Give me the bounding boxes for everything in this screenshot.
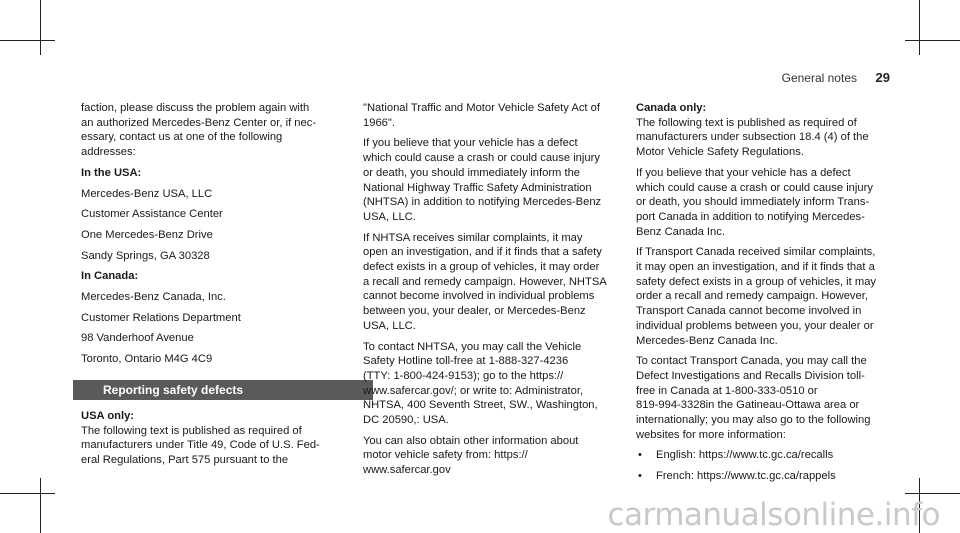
address-line: 98 Vanderhoof Avenue [81, 332, 194, 345]
text-line: or death, you should immediately inform Trans- [636, 196, 870, 209]
crop-mark [0, 40, 55, 41]
address-line: Mercedes-Benz USA, LLC [81, 187, 213, 200]
text-line: If you believe that your vehicle has a defect [363, 137, 578, 150]
canada-only-heading: Canada only: [636, 102, 707, 114]
text-line: a recall and remedy campaign. However, NHTSA [363, 275, 607, 288]
text-line: Defect Investigations and Recalls Division toll- [636, 369, 865, 382]
text-line: (TTY: 1-800-424-9153); go to the https:// [363, 369, 564, 382]
crop-mark [0, 493, 55, 494]
bullet-text: French: https://www.tc.gc.ca/rappels [656, 470, 836, 483]
text-line: 819-994-3328in the Gatineau-Ottawa area or [636, 399, 860, 412]
text-line: To contact NHTSA, you may call the Vehicle [363, 340, 582, 353]
text-line: internationally; you may also go to the following [636, 414, 871, 427]
text-line: eral Regulations, Part 575 pursuant to the [81, 453, 289, 466]
text-line: port Canada in addition to notifying Mercedes- [636, 210, 865, 223]
text-line: cannot become involved in individual problems [363, 290, 595, 303]
text-line: defect exists in a group of vehicles, it may order [363, 261, 600, 274]
text-line: Safety Hotline toll-free at 1-888-327-4236 [363, 355, 569, 368]
list-item-english [636, 448, 904, 463]
text-line: www.safercar.gov/; or write to: Administrator, [363, 384, 584, 397]
text-line: Mercedes-Benz Canada Inc. [636, 334, 778, 347]
text-line: open an investigation, and if it finds that a safety [363, 246, 602, 259]
column-1 [81, 101, 349, 468]
text-line: To contact Transport Canada, you may call the [636, 355, 867, 368]
text-line: 1966". [363, 116, 395, 129]
bullet-text: English: https://www.tc.gc.ca/recalls [656, 449, 834, 462]
address-line: Mercedes-Benz Canada, Inc. [81, 291, 226, 304]
crop-mark [905, 493, 960, 494]
text-line: it may open an investigation, and if it finds that a [636, 261, 875, 274]
text-line: websites for more information: [636, 428, 786, 441]
text-line: an authorized Mercedes-Benz Center or, if nec- [81, 116, 317, 129]
text-line: USA, LLC. [363, 210, 416, 223]
running-header: General notes [781, 71, 857, 85]
text-line: manufacturers under Title 49, Code of U.S. Fed- [81, 439, 320, 452]
bullet-icon: • [638, 449, 642, 462]
bullet-icon: • [638, 470, 642, 483]
text-line: free in Canada at 1-800-333-0510 or [636, 384, 818, 397]
text-line: essary, contact us at one of the following [81, 131, 283, 144]
text-line: DC 20590,: USA. [363, 414, 449, 427]
usa-only-heading: USA only: [81, 409, 135, 422]
text-line: (NHTSA) in addition to notifying Mercedes-Benz [363, 196, 602, 209]
crop-mark [40, 0, 41, 55]
canada-heading: In Canada: [81, 270, 139, 283]
watermark: carmanualsonline.info [607, 497, 940, 533]
text-line: "National Traffic and Motor Vehicle Safety Act of [363, 102, 600, 114]
text-line: which could cause a crash or could cause injury [363, 152, 600, 165]
text-line: or death, you should immediately inform the [363, 166, 581, 179]
text-line: USA, LLC. [363, 319, 416, 332]
text-line: between you, your dealer, or Mercedes-Benz [363, 305, 586, 318]
text-line: Benz Canada Inc. [636, 225, 725, 238]
usa-heading: In the USA: [81, 166, 142, 179]
text-line: which could cause a crash or could cause injury [636, 181, 873, 194]
intro-paragraph [81, 101, 349, 160]
text-line: www.safercar.gov [363, 464, 451, 477]
text-line: order a recall and remedy campaign. However, [636, 290, 868, 303]
text-line: Motor Vehicle Safety Regulations. [636, 146, 804, 159]
text-line: faction, please discuss the problem again with [81, 102, 310, 114]
text-line: If NHTSA receives similar complaints, it may [363, 231, 583, 244]
crop-mark [905, 40, 960, 41]
list-item-french [636, 469, 904, 484]
text-line: National Highway Traffic Safety Administration [363, 181, 592, 194]
text-line: The following text is published as required of [81, 424, 302, 437]
text-line: If Transport Canada received similar complaints, [636, 246, 876, 259]
section-heading-bar: Reporting safety defects [73, 380, 373, 400]
text-line: If you believe that your vehicle has a defect [636, 166, 851, 179]
text-line: manufacturers under subsection 18.4 (4) of the [636, 131, 869, 144]
text-line: You can also obtain other information about [363, 434, 579, 447]
text-line: addresses: [81, 146, 136, 159]
address-line: One Mercedes-Benz Drive [81, 228, 213, 241]
crop-mark [919, 0, 920, 55]
address-line: Sandy Springs, GA 30328 [81, 249, 210, 262]
address-line: Customer Assistance Center [81, 208, 223, 221]
column-3 [636, 101, 904, 484]
text-line: The following text is published as required of [636, 116, 857, 129]
text-line: NHTSA, 400 Seventh Street, SW., Washington, [363, 399, 598, 412]
column-2 [363, 101, 631, 478]
address-line: Toronto, Ontario M4G 4C9 [81, 353, 213, 366]
page-number: 29 [875, 70, 890, 85]
text-line: individual problems between you, your dealer or [636, 319, 874, 332]
text-line: safety defect exists in a group of vehicles, it may [636, 275, 877, 288]
text-line: motor vehicle safety from: https:// [363, 449, 528, 462]
crop-mark [40, 478, 41, 533]
text-line: Transport Canada cannot become involved in [636, 305, 862, 318]
address-line: Customer Relations Department [81, 311, 241, 324]
